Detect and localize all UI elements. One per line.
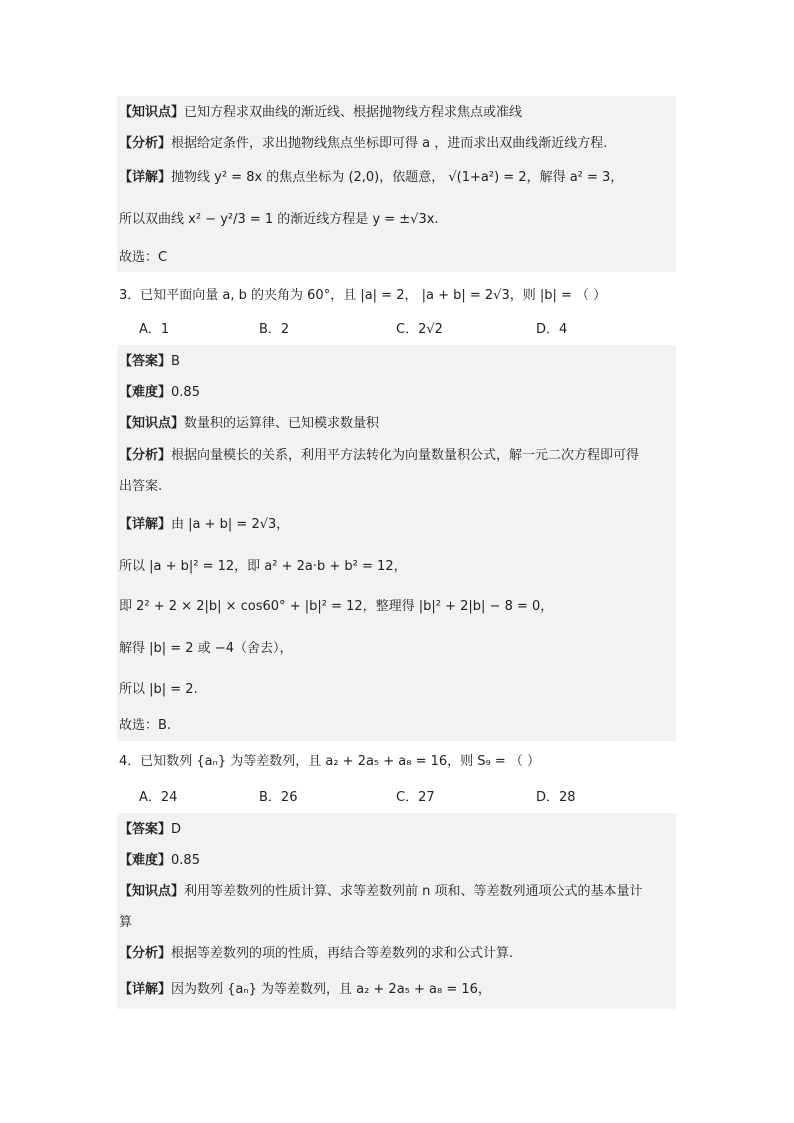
text-line	[119, 597, 553, 617]
text-line	[119, 980, 491, 1000]
line-content: 数量积的运算律、已知模求数量积	[184, 416, 380, 431]
text-line	[119, 944, 513, 964]
text-line	[119, 168, 623, 188]
text-line	[119, 248, 167, 268]
line-content: D	[171, 822, 182, 837]
line-content: 4．已知数列 {aₙ} 为等差数列，且 a₂ + 2a₅ + a₈ = 16，则 S₉ = （ ）	[119, 754, 541, 769]
text-line	[119, 286, 606, 306]
section-tag: 【分析】	[119, 448, 172, 463]
line-content: 0.85	[171, 385, 200, 400]
line-content: 由 |a + b| = 2√3，	[171, 517, 290, 532]
text-line	[119, 103, 522, 123]
line-content: 算	[119, 915, 133, 930]
option-a-q4: A．24	[139, 790, 178, 805]
text-line	[119, 414, 379, 434]
section-tag: 【答案】	[119, 822, 172, 837]
line-content: 故选：C	[119, 250, 168, 265]
text-line	[119, 680, 198, 700]
text-line	[119, 515, 289, 535]
text-line	[119, 383, 200, 403]
section-tag: 【难度】	[119, 385, 172, 400]
text-line	[119, 639, 293, 659]
text-line	[119, 557, 407, 577]
text-line	[119, 716, 171, 736]
line-content: 故选：B.	[119, 718, 172, 733]
text-line	[119, 882, 643, 902]
line-content: 利用等差数列的性质计算、求等差数列前 n 项和、等差数列通项公式的基本量计	[184, 884, 643, 899]
section-tag: 【详解】	[119, 517, 172, 532]
option-d-q4: D．28	[536, 790, 576, 805]
option-c-q4: C．27	[396, 790, 435, 805]
option-d-q3: D．4	[536, 322, 568, 337]
section-tag: 【答案】	[119, 354, 172, 369]
text-line	[119, 913, 132, 933]
line-content: 解得 |b| = 2 或 −4（舍去），	[119, 641, 293, 656]
line-content: 所以 |b| = 2.	[119, 682, 198, 697]
line-content: 已知方程求双曲线的渐近线、根据抛物线方程求焦点或准线	[184, 105, 523, 120]
section-tag: 【知识点】	[119, 105, 185, 120]
section-tag: 【知识点】	[119, 884, 185, 899]
line-content: 根据给定条件，求出抛物线焦点坐标即可得 a ，进而求出双曲线渐近线方程.	[171, 136, 608, 151]
section-tag: 【详解】	[119, 170, 172, 185]
line-content: 即 2² + 2 × 2|b| × cos60° + |b|² = 12，整理得 |b|² + 2|b| − 8 = 0，	[119, 599, 554, 614]
line-content: 出答案.	[119, 479, 163, 494]
text-line	[119, 752, 540, 772]
line-content: B	[171, 354, 180, 369]
section-tag: 【难度】	[119, 853, 172, 868]
line-content: 0.85	[171, 853, 200, 868]
section-tag: 【分析】	[119, 946, 172, 961]
line-content: 因为数列 {aₙ} 为等差数列，且 a₂ + 2a₅ + a₈ = 16，	[171, 982, 491, 997]
option-b-q4: B．26	[259, 790, 298, 805]
line-content: 3．已知平面向量 a, b 的夹角为 60°，且 |a| = 2， |a + b| = 2√3，则 |b| = （ ）	[119, 288, 607, 303]
section-tag: 【详解】	[119, 982, 172, 997]
line-content: 所以 |a + b|² = 12，即 a² + 2a·b + b² = 12，	[119, 559, 407, 574]
text-line	[119, 134, 607, 154]
text-line	[119, 446, 639, 466]
text-line	[119, 352, 180, 372]
line-content: 根据等差数列的项的性质，再结合等差数列的求和公式计算.	[171, 946, 514, 961]
text-line	[119, 477, 162, 497]
line-content: 抛物线 y² = 8x 的焦点坐标为 (2,0)，依题意， √(1+a²) = 2，解得 a² = 3，	[171, 170, 624, 185]
section-tag: 【分析】	[119, 136, 172, 151]
section-tag: 【知识点】	[119, 416, 185, 431]
line-content: 根据向量模长的关系，利用平方法转化为向量数量积公式，解一元二次方程即可得	[171, 448, 640, 463]
text-line	[119, 851, 200, 871]
solution-block-q3	[117, 345, 676, 741]
option-c-q3: C．2√2	[396, 322, 443, 337]
option-b-q3: B．2	[259, 322, 290, 337]
option-a-q3: A．1	[139, 322, 170, 337]
line-content: 所以双曲线 x² − y²/3 = 1 的渐近线方程是 y = ±√3x.	[119, 212, 439, 227]
text-line	[119, 210, 439, 230]
text-line	[119, 820, 181, 840]
